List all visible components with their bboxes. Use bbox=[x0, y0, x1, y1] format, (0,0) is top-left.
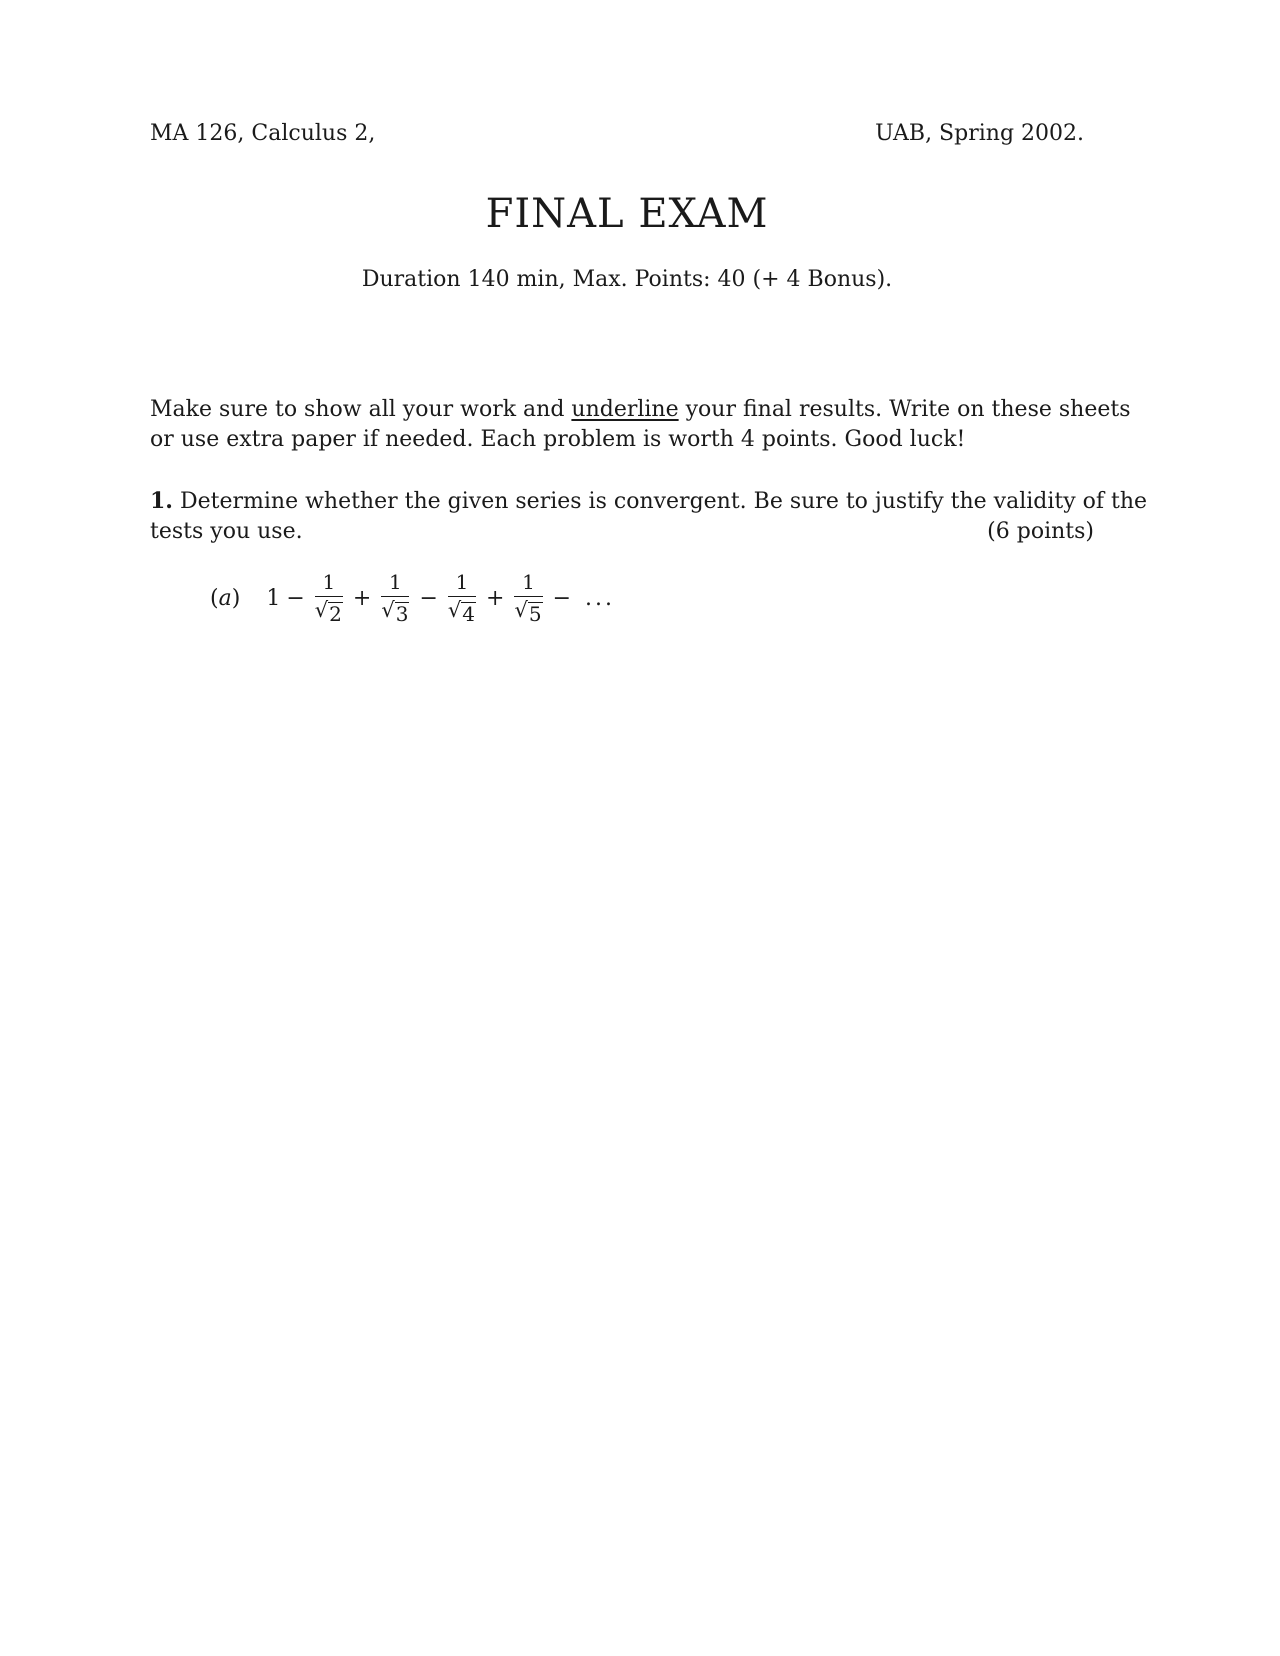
exam-title: FINAL EXAM bbox=[485, 191, 769, 237]
fraction-numerator: 1 bbox=[522, 570, 535, 594]
series-operator: + bbox=[352, 585, 372, 611]
problem-1-text: Determine whether the given series is convergent. Be sure to justify the validity of the bbox=[172, 489, 1148, 514]
instructions-line-2 bbox=[150, 425, 1094, 455]
problem-1-text-2: tests you use. bbox=[150, 519, 303, 544]
square-root-icon: √ bbox=[314, 598, 329, 622]
radicand: 3 bbox=[395, 602, 409, 626]
series-operator: − bbox=[552, 585, 571, 611]
part-label-letter: a bbox=[218, 585, 232, 611]
exam-subtitle: Duration 140 min, Max. Points: 40 (+ 4 Bonus). bbox=[361, 267, 893, 292]
instructions bbox=[150, 395, 1131, 455]
fraction-numerator: 1 bbox=[389, 570, 402, 594]
series-operator: − bbox=[419, 585, 438, 611]
series-first-term: 1 bbox=[266, 585, 281, 611]
series-fraction bbox=[315, 572, 343, 624]
series-fraction bbox=[448, 572, 476, 624]
series-operator: − bbox=[286, 585, 305, 611]
part-label-open: ( bbox=[210, 585, 219, 611]
series-fraction bbox=[514, 572, 542, 624]
problem-1-line-2 bbox=[150, 517, 1094, 547]
series-ellipsis: ... bbox=[585, 585, 615, 611]
term-header: UAB, Spring 2002. bbox=[875, 121, 1084, 146]
radicand: 5 bbox=[528, 602, 542, 626]
fraction-denominator bbox=[315, 597, 343, 624]
series-operator: + bbox=[486, 585, 505, 611]
series-fraction bbox=[381, 572, 409, 624]
problem-number: 1. bbox=[150, 488, 173, 514]
series-part-a bbox=[210, 566, 615, 630]
underline-word: underline bbox=[571, 397, 679, 422]
instructions-text-end: your final results. Write on these sheets bbox=[678, 397, 1131, 422]
part-label-close: ) bbox=[231, 585, 241, 611]
fraction-numerator: 1 bbox=[322, 570, 336, 594]
problem-1 bbox=[150, 486, 1148, 547]
instructions-text-2: or use extra paper if needed. Each problem is worth 4 points. Good luck! bbox=[150, 427, 966, 452]
radicand: 4 bbox=[462, 602, 475, 626]
square-root-icon: √ bbox=[447, 598, 462, 622]
instructions-line-1 bbox=[150, 395, 1131, 425]
problem-1-statement bbox=[150, 486, 1147, 517]
instructions-text bbox=[150, 395, 1131, 425]
square-root-icon: √ bbox=[514, 598, 528, 622]
problem-1-line-1 bbox=[150, 486, 1148, 517]
course-header: MA 126, Calculus 2, bbox=[150, 121, 376, 146]
fraction-denominator bbox=[381, 597, 409, 624]
part-label bbox=[210, 586, 240, 611]
fraction-numerator: 1 bbox=[455, 570, 469, 594]
radicand: 2 bbox=[329, 602, 342, 626]
problem-points: (6 points) bbox=[987, 519, 1094, 544]
square-root-icon: √ bbox=[381, 598, 395, 622]
instructions-text-start: Make sure to show all your work and bbox=[150, 397, 572, 422]
fraction-denominator bbox=[514, 597, 542, 624]
fraction-denominator bbox=[448, 597, 476, 624]
